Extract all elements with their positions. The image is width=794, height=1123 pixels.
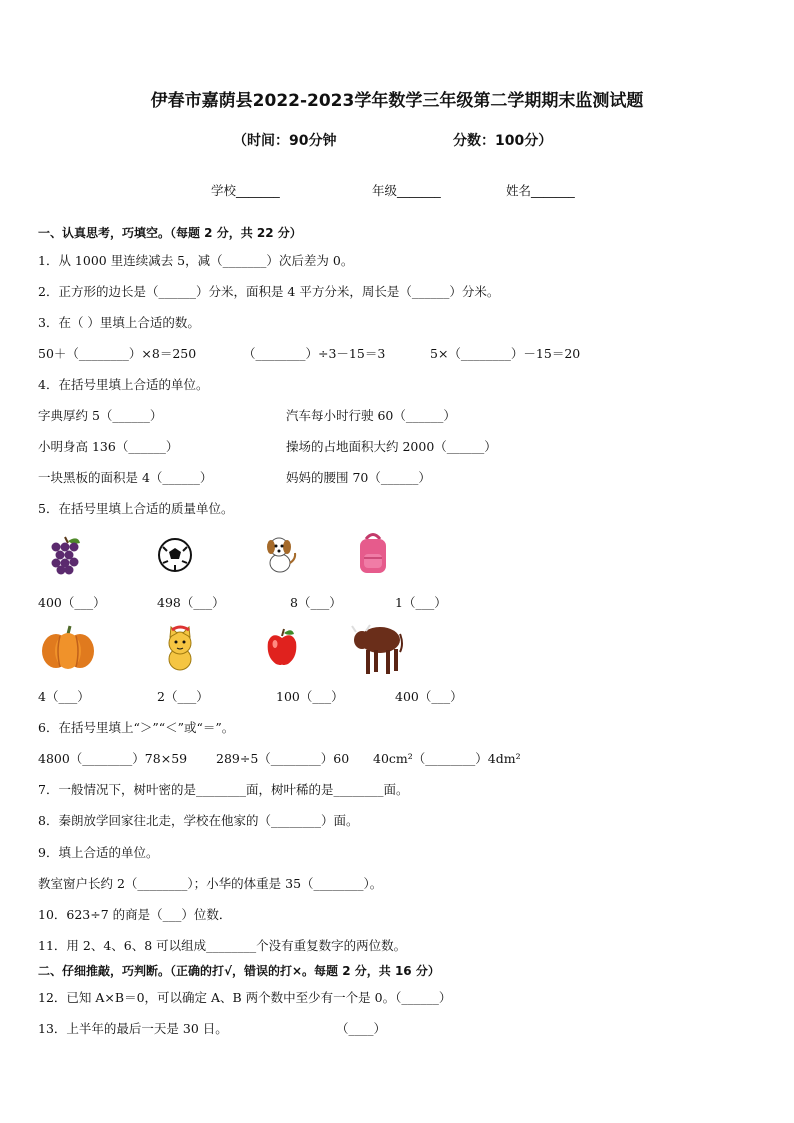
apple-image bbox=[264, 627, 300, 667]
question-6a: 4800（________）78×59 bbox=[38, 751, 188, 766]
question-4c: 小明身高 136（______） bbox=[38, 439, 179, 454]
weight-item-2: 498（___） bbox=[157, 595, 225, 610]
question-5: 5．在括号里填上合适的质量单位。 bbox=[38, 501, 234, 516]
question-3: 3．在（ ）里填上合适的数。 bbox=[38, 315, 200, 330]
question-6b: 289÷5（________）60 bbox=[216, 751, 350, 766]
question-12: 12．已知 A×B＝0，可以确定 A、B 两个数中至少有一个是 0。（______） bbox=[38, 990, 452, 1005]
school-field: 学校_______ bbox=[211, 183, 280, 198]
question-13: 13．上半年的最后一天是 30 日。 bbox=[38, 1021, 228, 1036]
question-6c: 40cm²（________）4dm² bbox=[373, 751, 521, 766]
question-10: 10．623÷7 的商是（___）位数． bbox=[38, 907, 232, 922]
question-8: 8．秦朗放学回家往北走，学校在他家的（________）面。 bbox=[38, 813, 359, 828]
pumpkin-image bbox=[40, 624, 96, 670]
grapes-image bbox=[46, 533, 84, 577]
weight-item-8: 400（___） bbox=[395, 689, 463, 704]
backpack-image bbox=[355, 530, 391, 576]
question-4e: 一块黑板的面积是 4（______） bbox=[38, 470, 213, 485]
question-7: 7．一般情况下，树叶密的是________面，树叶稀的是________面。 bbox=[38, 782, 409, 797]
question-9: 9．填上合适的单位。 bbox=[38, 845, 159, 860]
question-4d: 操场的占地面积大约 2000（______） bbox=[286, 439, 497, 454]
question-3b: （________）÷3－15＝3 bbox=[243, 346, 386, 361]
question-1: 1．从 1000 里连续减去 5，减（_______）次后差为 0。 bbox=[38, 253, 354, 268]
cat-image bbox=[159, 624, 201, 672]
question-9a: 教室窗户长约 2（________）；小华的体重是 35（________）。 bbox=[38, 876, 383, 891]
weight-item-4: 1（___） bbox=[395, 595, 447, 610]
soccer-ball-image bbox=[157, 537, 193, 573]
exam-time: （时间：90分钟 bbox=[233, 133, 337, 149]
exam-score: 分数：100分） bbox=[453, 133, 553, 149]
question-4b: 汽车每小时行驶 60（______） bbox=[286, 408, 456, 423]
cow-image bbox=[350, 618, 404, 678]
question-2: 2．正方形的边长是（______）分米，面积是 4 平方分米，周长是（______）分米。 bbox=[38, 284, 500, 299]
name-field: 姓名_______ bbox=[506, 183, 575, 198]
section-1-heading: 一、认真思考，巧填空。（每题 2 分，共 22 分） bbox=[38, 226, 302, 240]
weight-item-6: 2（___） bbox=[157, 689, 209, 704]
puppy-image bbox=[262, 533, 300, 577]
question-6: 6．在括号里填上“＞”“＜”或“＝”。 bbox=[38, 720, 235, 735]
question-3a: 50＋（________）×8＝250 bbox=[38, 346, 197, 361]
question-3c: 5×（________）－15＝20 bbox=[430, 346, 581, 361]
weight-item-1: 400（___） bbox=[38, 595, 106, 610]
page-title: 伊春市嘉荫县2022-2023学年数学三年级第二学期期末监测试题 bbox=[150, 91, 644, 111]
question-13-blank: （____） bbox=[336, 1021, 387, 1036]
weight-item-7: 100（___） bbox=[276, 689, 344, 704]
question-11: 11．用 2、4、6、8 可以组成________个没有重复数字的两位数。 bbox=[38, 938, 407, 953]
grade-field: 年级_______ bbox=[372, 183, 441, 198]
weight-item-5: 4（___） bbox=[38, 689, 90, 704]
section-2-heading: 二、仔细推敲，巧判断。（正确的打√，错误的打×。每题 2 分，共 16 分） bbox=[38, 964, 440, 978]
question-4a: 字典厚约 5（______） bbox=[38, 408, 163, 423]
question-4: 4．在括号里填上合适的单位。 bbox=[38, 377, 209, 392]
weight-item-3: 8（___） bbox=[290, 595, 342, 610]
question-4f: 妈妈的腰围 70（______） bbox=[286, 470, 431, 485]
